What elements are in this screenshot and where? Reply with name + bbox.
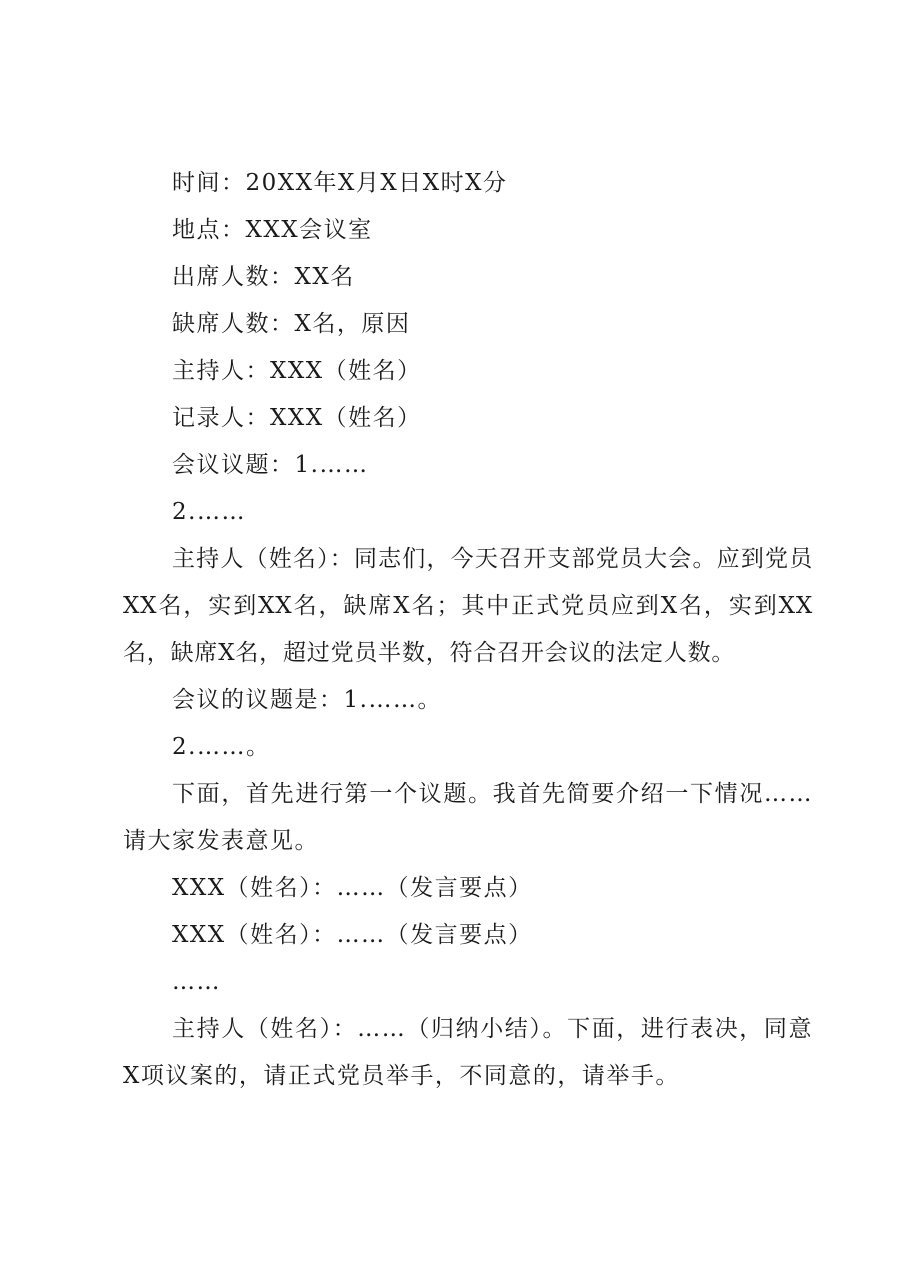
first-topic-paragraph: 下面，首先进行第一个议题。我首先简要介绍一下情况……请大家发表意见。 — [123, 781, 813, 854]
meeting-minutes-body — [123, 160, 813, 1100]
absence-count: 缺席人数：X名，原因 — [172, 311, 411, 337]
meeting-topic-1: 会议议题：1.…… — [172, 452, 369, 478]
ellipsis-line: …… — [172, 969, 221, 995]
agenda-item-2: 2.……。 — [172, 734, 271, 760]
speaker-entry: XXX（姓名）：……（发言要点） — [172, 875, 533, 901]
host-opening-paragraph: 主持人（姓名）：同志们，今天召开支部党员大会。应到党员XX名，实到XX名，缺席X名；其中正式党员应到X名，实到XX名，缺席X名，超过党员半数，符合召开会议的法定人数。 — [123, 546, 813, 666]
agenda-item-1: 会议的议题是：1.……。 — [172, 687, 442, 713]
attendance-count: 出席人数：XX名 — [172, 264, 355, 290]
meeting-location: 地点：XXX会议室 — [172, 217, 373, 243]
meeting-topic-2: 2.…… — [172, 499, 246, 525]
speaker-entry: XXX（姓名）：……（发言要点） — [172, 922, 533, 948]
host-summary-paragraph: 主持人（姓名）：……（归纳小结）。下面，进行表决，同意X项议案的，请正式党员举手，不同意的，请举手。 — [123, 1016, 813, 1089]
meeting-time: 时间：20XX年X月X日X时X分 — [172, 170, 508, 196]
recorder-name: 记录人：XXX（姓名） — [172, 405, 422, 431]
host-name: 主持人：XXX（姓名） — [172, 358, 422, 384]
